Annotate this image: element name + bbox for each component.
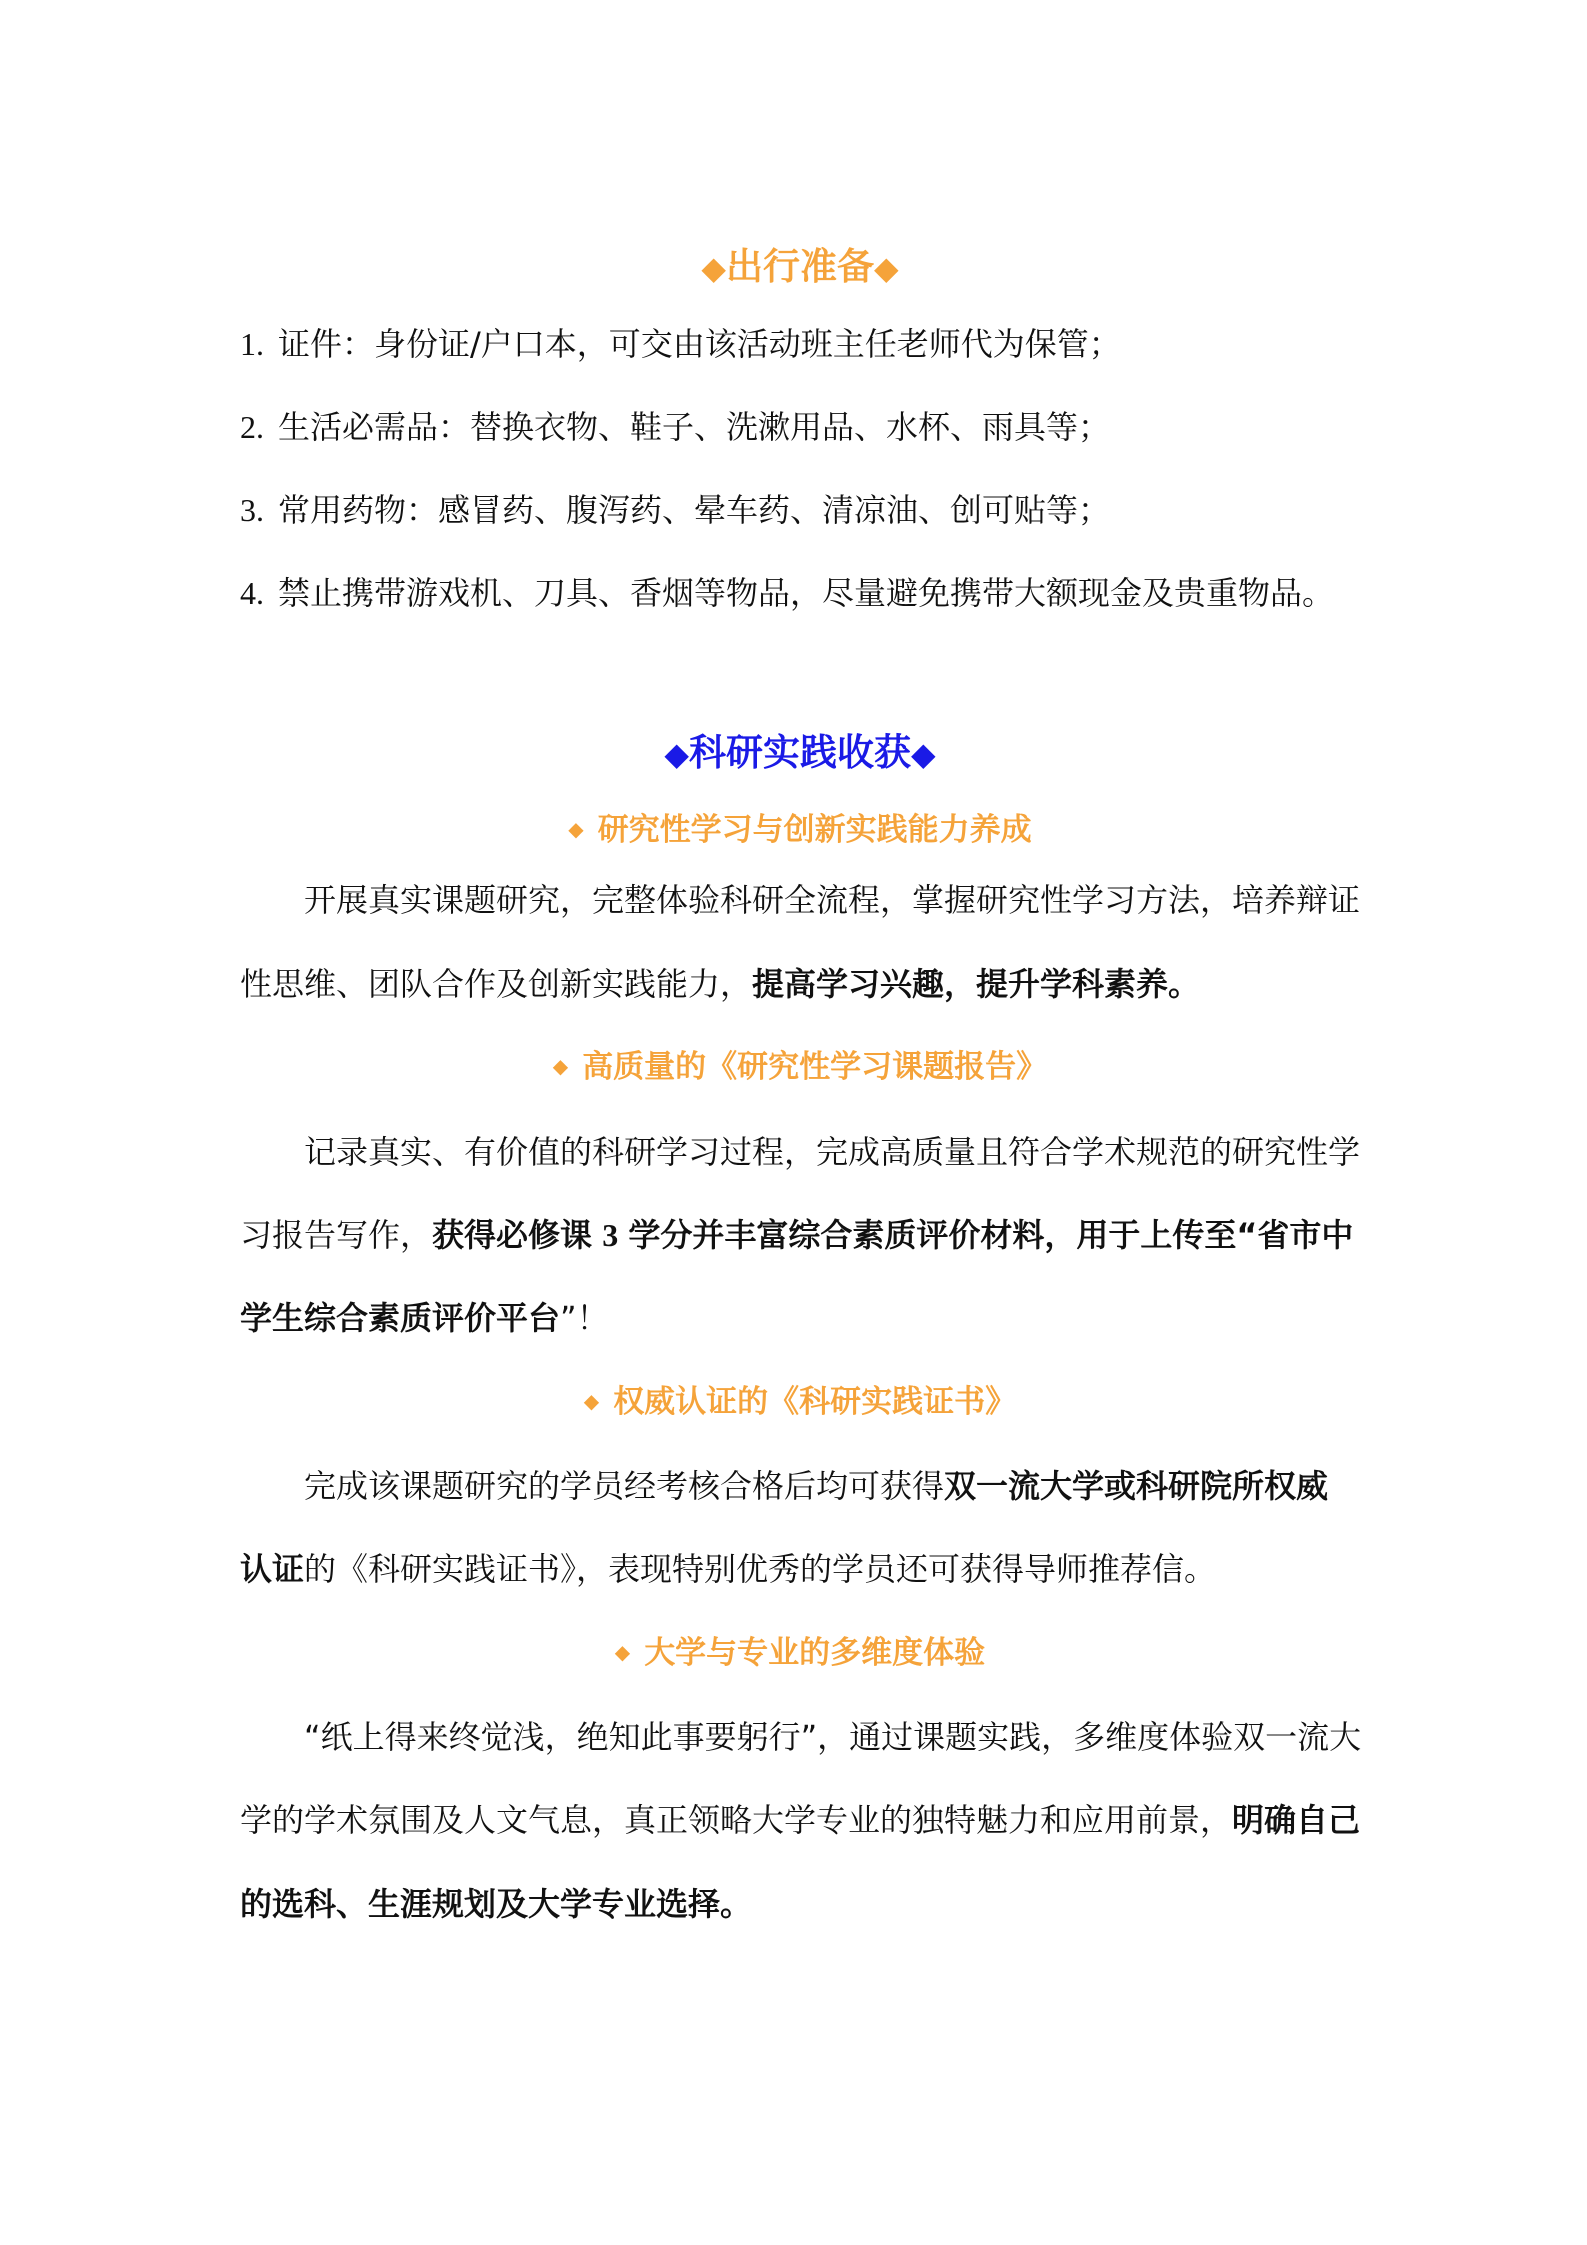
sub-heading-text: 研究性学习与创新实践能力养成 <box>597 812 1032 848</box>
paragraph-bold-text: 明确自己 <box>1232 1801 1361 1839</box>
sub-heading <box>240 1631 1360 1677</box>
paragraph-line <box>304 878 1360 922</box>
paragraph-line <box>240 1798 1360 1842</box>
paragraph-text: 开展真实课题研究，完整体验科研全流程，掌握研究性学习方法，培养辩证 <box>304 881 1361 919</box>
diamond-icon: ◆ <box>664 735 689 773</box>
paragraph-line <box>240 1547 1216 1591</box>
list-item <box>240 405 1110 449</box>
paragraph-bold-text: 的选科、生涯规划及大学专业选择。 <box>240 1885 753 1923</box>
section-title-travel-prep <box>240 242 1360 293</box>
sub-heading-text: 权威认证的《科研实践证书》 <box>613 1384 1017 1420</box>
sub-heading <box>240 808 1360 854</box>
diamond-icon: ◆ <box>583 1388 600 1413</box>
list-text: 证件：身份证/户口本，可交由该活动班主任老师代为保管； <box>278 325 1121 363</box>
paragraph-bold-text: 获得必修课 <box>432 1216 593 1254</box>
paragraph-line <box>240 1296 609 1340</box>
paragraph-bold-text: 学分并丰富综合素质评价材料，用于上传至“省市中 <box>628 1216 1354 1254</box>
diamond-icon: ◆ <box>701 249 726 287</box>
list-item <box>240 322 1121 366</box>
list-number: 1. <box>240 326 264 362</box>
list-item <box>240 488 1110 532</box>
sub-heading <box>240 1045 1360 1091</box>
paragraph-bold-text: 提高学习兴趣，提升学科素养。 <box>752 965 1201 1003</box>
paragraph-bold-text: 学生综合素质评价平台 <box>240 1299 561 1337</box>
paragraph-bold-text: 双一流大学或科研院所权威 <box>944 1467 1329 1505</box>
paragraph-text: 的《科研实践证书》，表现特别优秀的学员还可获得导师推荐信。 <box>304 1550 1217 1588</box>
paragraph-line <box>304 1715 1361 1759</box>
paragraph-line <box>240 1882 752 1926</box>
paragraph-text: 学的学术氛围及人文气息，真正领略大学专业的独特魅力和应用前景， <box>240 1801 1233 1839</box>
sub-heading-text: 高质量的《研究性学习课题报告》 <box>582 1049 1048 1085</box>
paragraph-text: “纸上得来终觉浅，绝知此事要躬行”，通过课题实践，多维度体验双一流大 <box>304 1718 1362 1756</box>
sub-heading <box>240 1380 1360 1426</box>
diamond-icon: ◆ <box>614 1639 631 1664</box>
paragraph-line <box>240 962 1200 1006</box>
section-title-text: 科研实践收获 <box>689 731 911 774</box>
list-text: 禁止携带游戏机、刀具、香烟等物品，尽量避免携带大额现金及贵重物品。 <box>278 574 1335 612</box>
paragraph-line <box>304 1130 1360 1174</box>
list-number: 4. <box>240 575 264 611</box>
paragraph-text: 完成该课题研究的学员经考核合格后均可获得 <box>304 1467 945 1505</box>
list-text: 生活必需品：替换衣物、鞋子、洗漱用品、水杯、雨具等； <box>278 408 1111 446</box>
paragraph-text: 记录真实、有价值的科研学习过程，完成高质量且符合学术规范的研究性学 <box>304 1133 1361 1171</box>
paragraph-line <box>304 1464 1328 1508</box>
list-number: 3. <box>240 492 264 528</box>
list-number: 2. <box>240 409 264 445</box>
list-text: 常用药物：感冒药、腹泻药、晕车药、清凉油、创可贴等； <box>278 491 1111 529</box>
paragraph-bold-text: 认证 <box>240 1550 305 1588</box>
credit-number: 3 <box>602 1217 619 1253</box>
section-title-research-gains <box>240 728 1360 779</box>
diamond-icon: ◆ <box>911 735 936 773</box>
paragraph-text: ”！ <box>560 1299 609 1337</box>
diamond-icon: ◆ <box>568 816 584 841</box>
diamond-icon: ◆ <box>552 1053 569 1078</box>
list-item <box>240 571 1334 615</box>
section-title-text: 出行准备 <box>726 245 874 288</box>
paragraph-text: 习报告写作， <box>240 1216 433 1254</box>
diamond-icon: ◆ <box>874 249 899 287</box>
sub-heading-text: 大学与专业的多维度体验 <box>644 1635 986 1671</box>
paragraph-text: 性思维、团队合作及创新实践能力， <box>240 965 753 1003</box>
paragraph-line <box>240 1213 1353 1257</box>
